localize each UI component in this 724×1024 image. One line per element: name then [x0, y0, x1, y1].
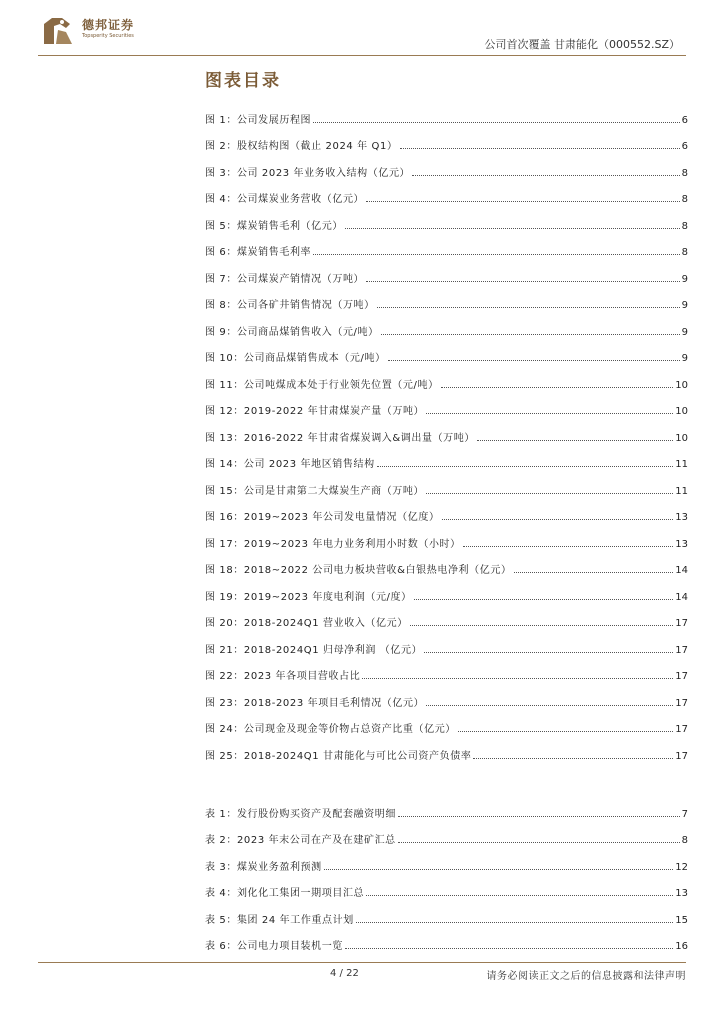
dot-leader	[442, 519, 674, 520]
figure-entry-page: 10	[675, 432, 688, 444]
dot-leader	[345, 228, 680, 229]
dot-leader	[412, 175, 679, 176]
figure-entry-label: 图 17：2019~2023 年电力业务利用小时数（小时）	[205, 538, 461, 550]
figure-entry[interactable]	[205, 447, 688, 474]
figure-entry-page: 8	[681, 167, 688, 179]
figure-entry-label: 图 4：公司煤炭业务营收（亿元）	[205, 194, 365, 205]
figure-entry[interactable]	[205, 102, 688, 129]
dot-leader	[377, 466, 674, 467]
figure-entry-label: 图 2：股权结构图（截止 2024 年 Q1）	[205, 141, 398, 152]
figure-entry-page: 13	[675, 538, 688, 550]
figure-entry[interactable]	[205, 155, 688, 182]
figure-entry-page: 14	[675, 565, 688, 576]
logo-text-en: Topsperity Securities	[82, 33, 134, 39]
figure-entry[interactable]	[205, 712, 688, 739]
dot-leader	[473, 758, 673, 759]
dot-leader	[313, 254, 679, 255]
header-divider	[38, 55, 686, 56]
figure-entry-label: 图 21：2018-2024Q1 归母净利润 （亿元）	[205, 644, 423, 656]
dot-leader	[426, 413, 673, 414]
table-entry-page: 16	[675, 941, 688, 952]
figure-entry-page: 17	[675, 618, 688, 629]
figure-entry-label: 图 20：2018-2024Q1 营业收入（亿元）	[205, 618, 408, 629]
figure-entry-page: 10	[675, 406, 688, 417]
dot-leader	[324, 869, 674, 870]
dot-leader	[400, 148, 680, 149]
figure-entry[interactable]	[205, 182, 688, 209]
figure-entry-label: 图 7：公司煤炭产销情况（万吨）	[205, 273, 365, 285]
figure-entry-label: 图 6：煤炭销售毛利率	[205, 247, 312, 258]
table-entry-page: 12	[675, 861, 688, 873]
figure-entry-label: 图 10：公司商品煤销售成本（元/吨）	[205, 353, 386, 364]
figure-entry[interactable]	[205, 235, 688, 262]
dot-leader	[458, 731, 673, 732]
table-entry-label: 表 3：煤炭业务盈利预测	[205, 861, 322, 873]
table-entry[interactable]	[205, 849, 688, 876]
figure-list	[205, 102, 688, 765]
dot-leader	[388, 360, 680, 361]
figure-entry[interactable]	[205, 500, 688, 527]
figure-entry-label: 图 16：2019~2023 年公司发电量情况（亿度）	[205, 512, 440, 523]
figure-entry-label: 图 3：公司 2023 年业务收入结构（亿元）	[205, 167, 411, 179]
dot-leader	[426, 493, 673, 494]
toc-heading: 图表目录	[205, 71, 281, 91]
figure-entry[interactable]	[205, 341, 688, 368]
figure-entry-label: 图 11：公司吨煤成本处于行业领先位置（元/吨）	[205, 379, 439, 391]
table-list	[205, 796, 688, 955]
figure-entry-page: 11	[675, 459, 688, 470]
figure-entry[interactable]	[205, 208, 688, 235]
table-entry[interactable]	[205, 929, 688, 956]
figure-entry-label: 图 23：2018-2023 年项目毛利情况（亿元）	[205, 697, 425, 709]
table-entry-page: 15	[675, 914, 688, 926]
figure-entry-page: 8	[681, 247, 688, 258]
figure-entry[interactable]	[205, 632, 688, 659]
figure-entry-label: 图 8：公司各矿井销售情况（万吨）	[205, 300, 375, 311]
table-entry-page: 8	[681, 835, 688, 846]
table-entry[interactable]	[205, 796, 688, 823]
figure-entry-page: 6	[681, 141, 688, 152]
dot-leader	[414, 599, 674, 600]
dot-leader	[366, 281, 679, 282]
table-entry-label: 表 4：刘化化工集团一期项目汇总	[205, 888, 365, 899]
figure-entry[interactable]	[205, 738, 688, 765]
figure-entry-page: 8	[681, 194, 688, 205]
dot-leader	[398, 816, 680, 817]
figure-entry[interactable]	[205, 261, 688, 288]
figure-entry-page: 17	[675, 750, 688, 762]
figure-entry-label: 图 25：2018-2024Q1 甘肃能化与可比公司资产负债率	[205, 750, 472, 762]
figure-entry[interactable]	[205, 314, 688, 341]
figure-entry-label: 图 1：公司发展历程图	[205, 114, 312, 126]
figure-entry-label: 图 19：2019~2023 年度电利润（元/度）	[205, 591, 412, 603]
figure-entry-label: 图 24：公司现金及现金等价物占总资产比重（亿元）	[205, 724, 456, 735]
figure-entry-page: 13	[675, 512, 688, 523]
page-number: 4 / 22	[330, 968, 359, 979]
disclaimer-note: 请务必阅读正文之后的信息披露和法律声明	[486, 971, 686, 982]
figure-entry[interactable]	[205, 367, 688, 394]
figure-entry-label: 图 14：公司 2023 年地区销售结构	[205, 459, 375, 470]
figure-entry-label: 图 15：公司是甘肃第二大煤炭生产商（万吨）	[205, 485, 425, 497]
figure-entry[interactable]	[205, 394, 688, 421]
figure-entry[interactable]	[205, 606, 688, 633]
company-logo	[40, 14, 200, 50]
dot-leader	[441, 387, 674, 388]
table-entry-label: 表 6：公司电力项目装机一览	[205, 941, 343, 952]
figure-entry-page: 14	[675, 591, 688, 603]
report-title: 公司首次覆盖 甘肃能化（000552.SZ）	[484, 38, 680, 51]
figure-entry-page: 17	[675, 671, 688, 682]
table-entry-page: 13	[675, 888, 688, 899]
figure-entry-page: 9	[681, 353, 688, 364]
figure-entry[interactable]	[205, 288, 688, 315]
figure-entry[interactable]	[205, 685, 688, 712]
dot-leader	[381, 334, 680, 335]
dot-leader	[362, 678, 673, 679]
figure-entry[interactable]	[205, 553, 688, 580]
table-entry-label: 表 5：集团 24 年工作重点计划	[205, 914, 354, 926]
figure-entry-label: 图 5：煤炭销售毛利（亿元）	[205, 220, 343, 232]
figure-entry[interactable]	[205, 526, 688, 553]
logo-text-cn: 德邦证券	[82, 18, 135, 32]
dot-leader	[313, 122, 679, 123]
dot-leader	[424, 652, 673, 653]
dot-leader	[463, 546, 674, 547]
page-header	[38, 10, 686, 57]
figure-entry[interactable]	[205, 473, 688, 500]
figure-entry[interactable]	[205, 579, 688, 606]
table-entry-page: 7	[681, 808, 688, 820]
dot-leader	[514, 572, 674, 573]
figure-entry-page: 9	[681, 273, 688, 285]
figure-entry-page: 9	[681, 300, 688, 311]
footer-divider	[38, 962, 686, 963]
figure-entry-page: 6	[681, 114, 688, 126]
figure-entry[interactable]	[205, 129, 688, 156]
figure-entry-page: 9	[681, 326, 688, 338]
table-entry[interactable]	[205, 876, 688, 903]
figure-entry-label: 图 9：公司商品煤销售收入（元/吨）	[205, 326, 379, 338]
dot-leader	[426, 705, 673, 706]
figure-entry-label: 图 18：2018~2022 公司电力板块营收&白银热电净利（亿元）	[205, 565, 512, 576]
figure-entry-page: 11	[675, 485, 688, 497]
dot-leader	[366, 201, 679, 202]
figure-entry-page: 8	[681, 220, 688, 232]
figure-entry-page: 17	[675, 644, 688, 656]
table-entry-label: 表 2：2023 年末公司在产及在建矿汇总	[205, 835, 396, 846]
figure-entry[interactable]	[205, 420, 688, 447]
figure-entry-page: 17	[675, 697, 688, 709]
dot-leader	[356, 922, 673, 923]
figure-entry-page: 17	[675, 724, 688, 735]
table-entry[interactable]	[205, 823, 688, 850]
dot-leader	[377, 307, 680, 308]
figure-entry-label: 图 12：2019-2022 年甘肃煤炭产量（万吨）	[205, 406, 425, 417]
figure-entry-page: 10	[675, 379, 688, 391]
dot-leader	[410, 625, 673, 626]
table-entry-label: 表 1：发行股份购买资产及配套融资明细	[205, 808, 396, 820]
table-entry[interactable]	[205, 902, 688, 929]
figure-entry[interactable]	[205, 659, 688, 686]
dot-leader	[345, 948, 673, 949]
figure-entry-label: 图 22：2023 年各项目营收占比	[205, 671, 361, 682]
dot-leader	[366, 895, 673, 896]
figure-entry-label: 图 13：2016-2022 年甘肃省煤炭调入&调出量（万吨）	[205, 432, 475, 444]
logo-mark-icon	[40, 14, 76, 48]
dot-leader	[477, 440, 673, 441]
dot-leader	[398, 842, 680, 843]
